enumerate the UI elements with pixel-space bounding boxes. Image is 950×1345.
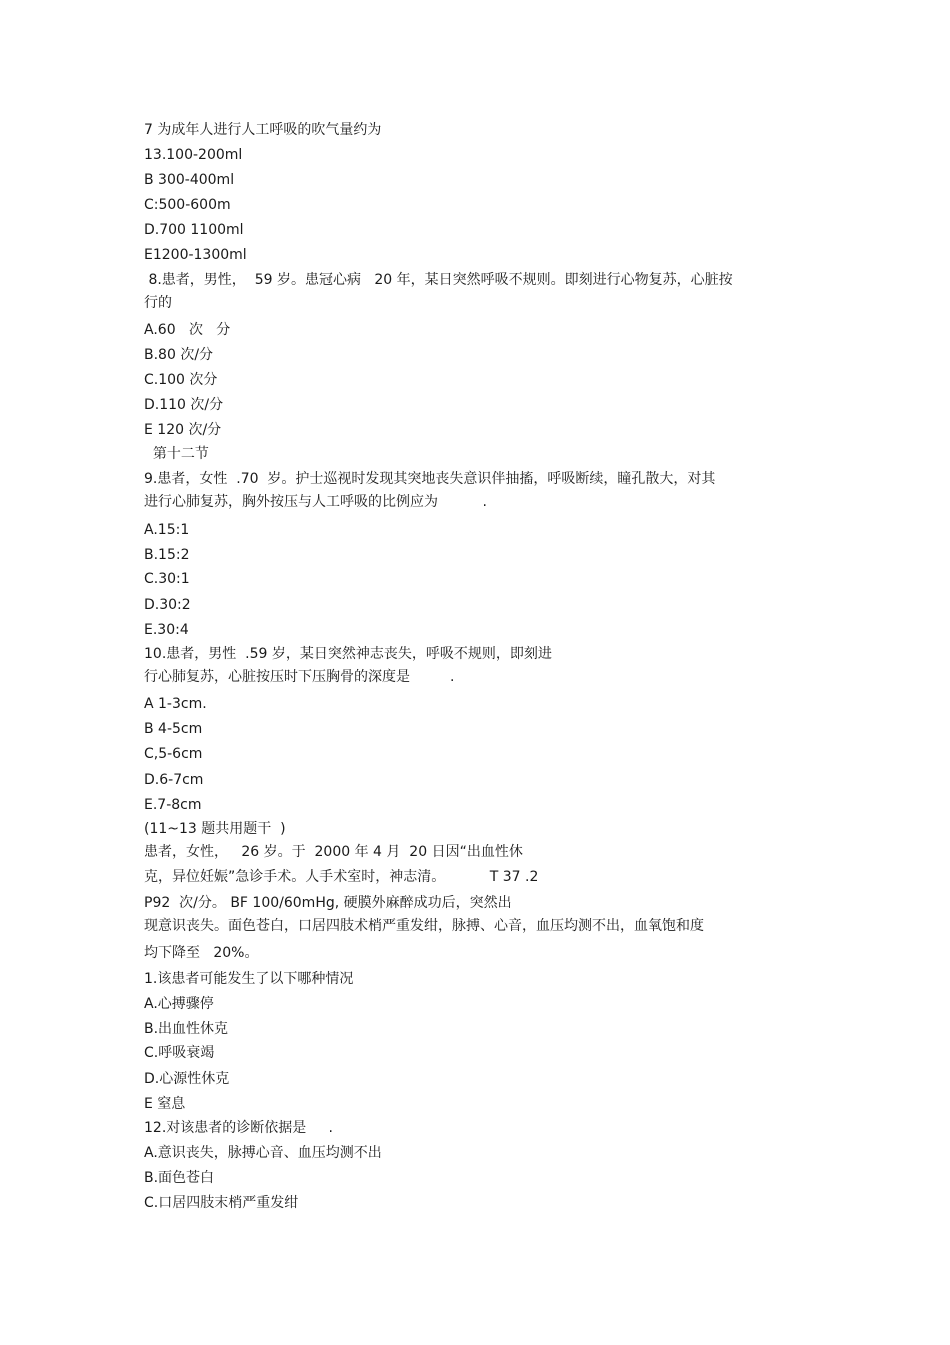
text-line: (11~13 题共用题干 ) [144, 821, 286, 837]
text-line: C:500-600m [144, 197, 231, 213]
text-line: 现意识丧失。面色苍白，口居四肢术梢严重发绀，脉搏、心音，血压均测不出，血氧饱和度 [144, 918, 704, 934]
text-line: 8.患者，男性， 59 岁。患冠心病 20 年，某日突然呼吸不规则。即刻进行心物复苏，心脏按 [144, 272, 733, 288]
text-line: C.呼吸衰竭 [144, 1045, 215, 1061]
text-line: 12.对该患者的诊断依据是 . [144, 1120, 333, 1136]
text-line: E.7-8cm [144, 797, 202, 813]
text-line: D.心源性休克 [144, 1071, 230, 1087]
text-line: C,5-6cm [144, 746, 203, 762]
text-line: 患者，女性， 26 岁。于 2000 年 4 月 20 日因“出血性休 [144, 844, 523, 860]
text-line: 行的 [144, 295, 172, 311]
text-line: A.意识丧失，脉搏心音、血压均测不出 [144, 1145, 382, 1161]
text-line: B.出血性休克 [144, 1021, 229, 1037]
text-line: 1.该患者可能发生了以下哪种情况 [144, 971, 354, 987]
text-line: E 窒息 [144, 1096, 186, 1112]
text-line: A.心搏骤停 [144, 996, 214, 1012]
text-line: E 120 次/分 [144, 422, 222, 438]
text-line: E1200-1300ml [144, 247, 247, 263]
text-line: B.面色苍白 [144, 1170, 215, 1186]
text-line: P92 次/分。 BF 100/60mHg, 硬膜外麻醉成功后，突然出 [144, 895, 512, 911]
text-line: C.口居四肢末梢严重发绀 [144, 1195, 299, 1211]
text-line: 10.患者，男性 .59 岁，某日突然神志丧失，呼吸不规则，即刻进 [144, 646, 552, 662]
text-line: B.15:2 [144, 547, 190, 563]
text-line: 进行心肺复苏，胸外按压与人工呼吸的比例应为 . [144, 494, 487, 510]
text-line: C.30:1 [144, 571, 190, 587]
text-line: 克，异位妊娠”急诊手术。人手术室时，神志清。 T 37 .2 [144, 869, 539, 885]
text-line: D.6-7cm [144, 772, 204, 788]
text-line: D.30:2 [144, 597, 191, 613]
text-line: B 300-400ml [144, 172, 235, 188]
text-line: C.100 次分 [144, 372, 218, 388]
text-line: E.30:4 [144, 622, 189, 638]
text-line: B 4-5cm [144, 721, 203, 737]
text-line: 9.患者，女性 .70 岁。护士巡视时发现其突地丧失意识伴抽搐，呼吸断续，瞳孔散大，对其 [144, 471, 716, 487]
text-line: 均下降至 20%。 [144, 945, 259, 961]
text-line: D.700 1100ml [144, 222, 244, 238]
text-line: A.60 次 分 [144, 322, 231, 338]
text-line: D.110 次/分 [144, 397, 224, 413]
text-line: 7 为成年人进行人工呼吸的吹气量约为 [144, 122, 382, 138]
text-line: 第十二节 [144, 446, 209, 462]
text-line: A.15:1 [144, 522, 190, 538]
text-line: A 1-3cm. [144, 696, 207, 712]
text-line: B.80 次/分 [144, 347, 214, 363]
text-line: 13.100-200ml [144, 147, 243, 163]
text-line: 行心肺复苏，心脏按压时下压胸骨的深度是 . [144, 669, 455, 685]
